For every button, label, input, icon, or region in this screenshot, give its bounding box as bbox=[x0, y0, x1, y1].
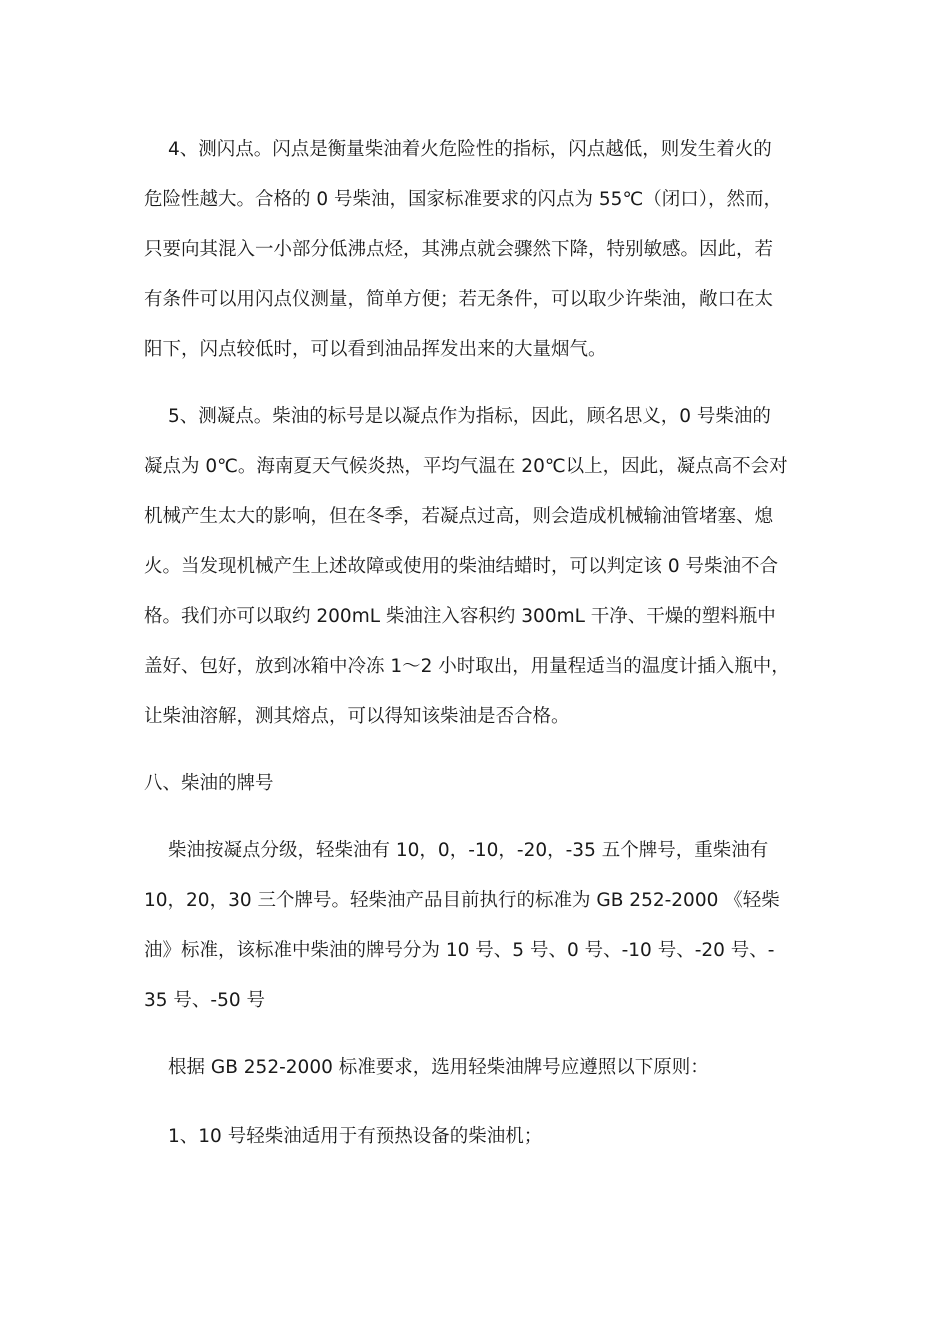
flash-point-line-1: 4、测闪点。闪点是衡量柴油着火危险性的指标，闪点越低，则发生着火的 bbox=[168, 139, 772, 160]
pour-point-line-6: 盖好、包好，放到冰箱中冷冻 1～2 小时取出，用量程适当的温度计插入瓶中， bbox=[144, 656, 790, 677]
pour-point-line-5: 格。我们亦可以取约 200mL 柴油注入容积约 300mL 干净、干燥的塑料瓶中 bbox=[144, 606, 776, 627]
flash-point-line-3: 只要向其混入一小部分低沸点烃，其沸点就会骤然下降，特别敏感。因此，若 bbox=[144, 239, 774, 260]
flash-point-line-5: 阳下，闪点较低时，可以看到油品挥发出来的大量烟气。 bbox=[144, 339, 607, 360]
pour-point-line-4: 火。当发现机械产生上述故障或使用的柴油结蜡时，可以判定该 0 号柴油不合 bbox=[144, 556, 779, 577]
grades-line-2: 10，20，30 三个牌号。轻柴油产品目前执行的标准为 GB 252-2000 《轻柴 bbox=[144, 890, 780, 911]
pour-point-line-3: 机械产生太大的影响，但在冬季，若凝点过高，则会造成机械输油管堵塞、熄 bbox=[144, 506, 774, 527]
grades-line-1: 柴油按凝点分级，轻柴油有 10，0，-10，-20，-35 五个牌号，重柴油有 bbox=[168, 840, 769, 861]
principles-paragraph: 根据 GB 252-2000 标准要求，选用轻柴油牌号应遵照以下原则： bbox=[168, 1057, 709, 1078]
grades-line-3: 油》标准，该标准中柴油的牌号分为 10 号、5 号、0 号、-10 号、-20 号、- bbox=[144, 940, 775, 961]
rule-1-paragraph: 1、10 号轻柴油适用于有预热设备的柴油机； bbox=[168, 1126, 543, 1147]
flash-point-line-4: 有条件可以用闪点仪测量，简单方便；若无条件，可以取少许柴油，敞口在太 bbox=[144, 289, 774, 310]
section-heading: 八、柴油的牌号 bbox=[144, 773, 274, 794]
pour-point-line-2: 凝点为 0℃。海南夏天气候炎热，平均气温在 20℃以上，因此，凝点高不会对 bbox=[144, 456, 788, 477]
pour-point-line-1: 5、测凝点。柴油的标号是以凝点作为指标，因此，顾名思义，0 号柴油的 bbox=[168, 406, 771, 427]
pour-point-line-7: 让柴油溶解，测其熔点，可以得知该柴油是否合格。 bbox=[144, 706, 570, 727]
grades-line-4: 35 号、-50 号 bbox=[144, 990, 266, 1011]
flash-point-line-2: 危险性越大。合格的 0 号柴油，国家标准要求的闪点为 55℃（闭口），然而， bbox=[144, 189, 782, 210]
